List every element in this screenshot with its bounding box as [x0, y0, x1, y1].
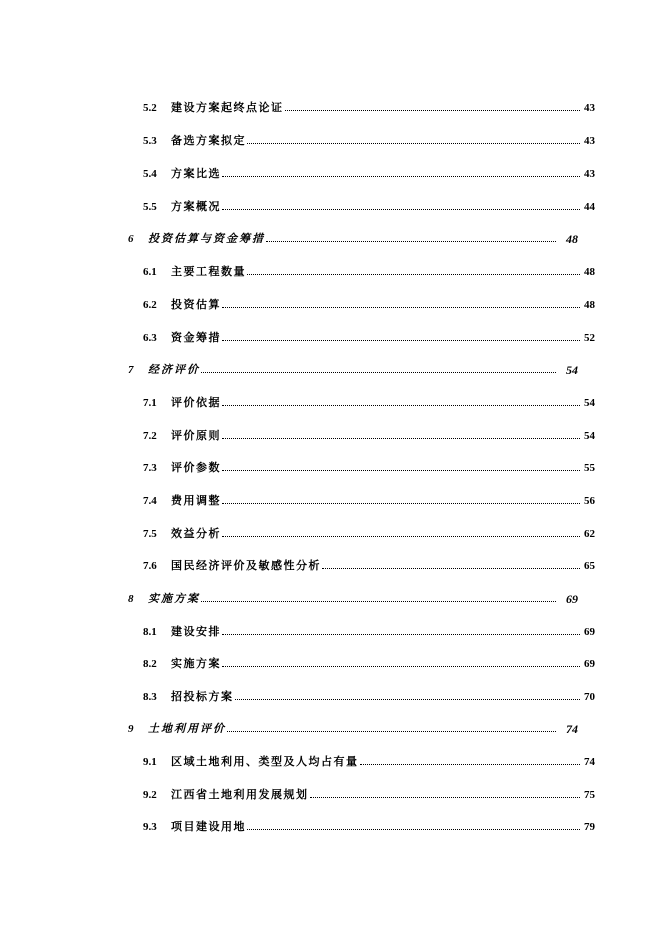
toc-entry-title: 实施方案	[148, 592, 200, 605]
toc-dot-leader	[222, 438, 580, 439]
toc-entry-number: 8.1	[143, 626, 157, 638]
toc-entry-page-number: 56	[584, 495, 595, 507]
toc-entry-page-number: 69	[566, 592, 578, 606]
toc-entry-page-number: 48	[566, 232, 578, 246]
toc-entry-number: 6.2	[143, 299, 157, 311]
toc-section-entry[interactable]	[0, 199, 662, 215]
toc-dot-leader	[227, 731, 556, 732]
toc-section-entry[interactable]	[0, 297, 662, 313]
toc-entry-title: 资金筹措	[171, 331, 221, 344]
toc-entry-number: 6.3	[143, 332, 157, 344]
toc-entry-page-number: 43	[584, 135, 595, 147]
toc-dot-leader	[222, 405, 580, 406]
toc-chapter-entry[interactable]	[0, 362, 662, 378]
toc-dot-leader	[222, 666, 580, 667]
toc-entry-title: 评价原则	[171, 429, 221, 442]
toc-chapter-entry[interactable]	[0, 231, 662, 247]
toc-entry-page-number: 75	[584, 789, 595, 801]
toc-dot-leader	[222, 340, 580, 341]
toc-entry-page-number: 55	[584, 462, 595, 474]
toc-entry-number: 5.2	[143, 102, 157, 114]
toc-chapter-entry[interactable]	[0, 591, 662, 607]
toc-entry-number: 6	[128, 233, 134, 245]
toc-entry-page-number: 69	[584, 658, 595, 670]
toc-entry-title: 国民经济评价及敏感性分析	[171, 559, 321, 572]
toc-entry-page-number: 62	[584, 528, 595, 540]
toc-entry-number: 5.5	[143, 201, 157, 213]
toc-entry-page-number: 43	[584, 168, 595, 180]
toc-entry-number: 8.2	[143, 658, 157, 670]
toc-section-entry[interactable]	[0, 787, 662, 803]
toc-section-entry[interactable]	[0, 166, 662, 182]
toc-section-entry[interactable]	[0, 395, 662, 411]
toc-entry-title: 备选方案拟定	[171, 134, 246, 147]
toc-entry-number: 7.4	[143, 495, 157, 507]
toc-entry-page-number: 54	[584, 397, 595, 409]
toc-dot-leader	[247, 274, 580, 275]
toc-entry-title: 经济评价	[148, 363, 200, 376]
toc-dot-leader	[222, 536, 580, 537]
toc-section-entry[interactable]	[0, 460, 662, 476]
toc-dot-leader	[322, 568, 580, 569]
toc-dot-leader	[235, 699, 580, 700]
toc-entry-number: 8.3	[143, 691, 157, 703]
toc-entry-title: 建设安排	[171, 625, 221, 638]
toc-section-entry[interactable]	[0, 100, 662, 116]
toc-entry-title: 方案概况	[171, 200, 221, 213]
toc-entry-title: 效益分析	[171, 527, 221, 540]
toc-entry-number: 7.3	[143, 462, 157, 474]
toc-section-entry[interactable]	[0, 624, 662, 640]
toc-dot-leader	[201, 372, 556, 373]
toc-entry-title: 投资估算与资金筹措	[148, 232, 265, 245]
toc-section-entry[interactable]	[0, 330, 662, 346]
toc-entry-title: 主要工程数量	[171, 265, 246, 278]
toc-entry-page-number: 48	[584, 266, 595, 278]
toc-dot-leader	[247, 829, 580, 830]
toc-entry-title: 费用调整	[171, 494, 221, 507]
toc-section-entry[interactable]	[0, 558, 662, 574]
toc-entry-number: 7.1	[143, 397, 157, 409]
toc-entry-number: 5.4	[143, 168, 157, 180]
toc-dot-leader	[310, 797, 580, 798]
toc-entry-number: 5.3	[143, 135, 157, 147]
toc-entry-title: 招投标方案	[171, 690, 234, 703]
toc-entry-page-number: 74	[584, 756, 595, 768]
toc-entry-number: 7.6	[143, 560, 157, 572]
toc-dot-leader	[285, 110, 580, 111]
toc-entry-page-number: 65	[584, 560, 595, 572]
toc-section-entry[interactable]	[0, 526, 662, 542]
toc-entry-page-number: 79	[584, 821, 595, 833]
toc-entry-page-number: 74	[566, 722, 578, 736]
toc-entry-number: 6.1	[143, 266, 157, 278]
toc-section-entry[interactable]	[0, 656, 662, 672]
toc-entry-title: 区域土地利用、类型及人均占有量	[171, 755, 359, 768]
toc-entry-page-number: 48	[584, 299, 595, 311]
toc-dot-leader	[222, 634, 580, 635]
toc-entry-title: 评价依据	[171, 396, 221, 409]
toc-dot-leader	[222, 176, 580, 177]
toc-entry-number: 7.2	[143, 430, 157, 442]
toc-entry-page-number: 43	[584, 102, 595, 114]
toc-dot-leader	[222, 503, 580, 504]
toc-entry-title: 实施方案	[171, 657, 221, 670]
toc-entry-page-number: 69	[584, 626, 595, 638]
toc-entry-page-number: 52	[584, 332, 595, 344]
toc-entry-page-number: 70	[584, 691, 595, 703]
toc-section-entry[interactable]	[0, 264, 662, 280]
toc-entry-page-number: 54	[566, 363, 578, 377]
toc-dot-leader	[222, 209, 580, 210]
toc-entry-page-number: 54	[584, 430, 595, 442]
toc-dot-leader	[222, 470, 580, 471]
toc-dot-leader	[360, 764, 580, 765]
toc-section-entry[interactable]	[0, 819, 662, 835]
toc-entry-title: 项目建设用地	[171, 820, 246, 833]
toc-section-entry[interactable]	[0, 133, 662, 149]
toc-entry-title: 投资估算	[171, 298, 221, 311]
toc-entry-title: 建设方案起终点论证	[171, 101, 284, 114]
toc-section-entry[interactable]	[0, 493, 662, 509]
toc-dot-leader	[247, 143, 580, 144]
toc-section-entry[interactable]	[0, 428, 662, 444]
toc-entry-page-number: 44	[584, 201, 595, 213]
toc-chapter-entry[interactable]	[0, 721, 662, 737]
toc-entry-number: 9	[128, 723, 134, 735]
toc-dot-leader	[222, 307, 580, 308]
toc-entry-number: 8	[128, 593, 134, 605]
toc-entry-number: 7.5	[143, 528, 157, 540]
toc-entry-title: 土地利用评价	[148, 722, 226, 735]
toc-entry-number: 9.1	[143, 756, 157, 768]
toc-entry-title: 评价参数	[171, 461, 221, 474]
toc-section-entry[interactable]	[0, 754, 662, 770]
toc-entry-title: 方案比选	[171, 167, 221, 180]
toc-section-entry[interactable]	[0, 689, 662, 705]
toc-dot-leader	[201, 601, 556, 602]
toc-entry-title: 江西省土地利用发展规划	[171, 788, 309, 801]
toc-entry-number: 7	[128, 364, 134, 376]
toc-entry-number: 9.2	[143, 789, 157, 801]
toc-entry-number: 9.3	[143, 821, 157, 833]
toc-dot-leader	[266, 241, 556, 242]
